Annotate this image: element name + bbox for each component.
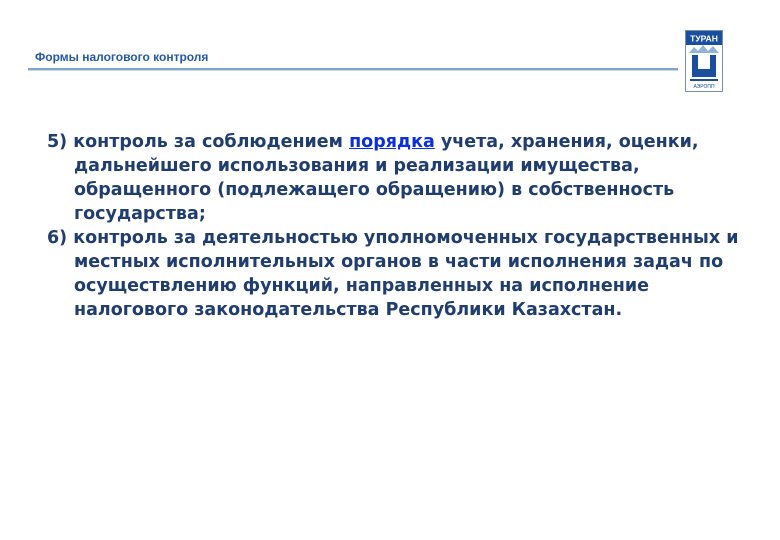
header-divider (28, 68, 678, 71)
slide-body (47, 130, 747, 322)
turan-logo-icon (685, 30, 723, 92)
logo-sub-text: АЭРОПП (693, 84, 715, 90)
poryadka-link[interactable]: порядка (349, 132, 435, 152)
item5-text-before: 5) контроль за соблюдением (47, 132, 350, 152)
item5-text-after: учета, хранения, оценки, дальнейшего использования и реализации имущества, обращенного (подлежащего обращению) в собственность государства; (74, 132, 699, 224)
page-title: Формы налогового контроля (35, 50, 209, 64)
list-item (47, 130, 747, 226)
list-item: 6) контроль за деятельностью уполномоченных государственных и местных исполнительных органов в части исполнения задач по осуществлению функций, направленных на исполнение налогового законодательства Республики Казахстан. (47, 228, 739, 320)
logo-brand-text: ТУРАН (690, 33, 718, 44)
